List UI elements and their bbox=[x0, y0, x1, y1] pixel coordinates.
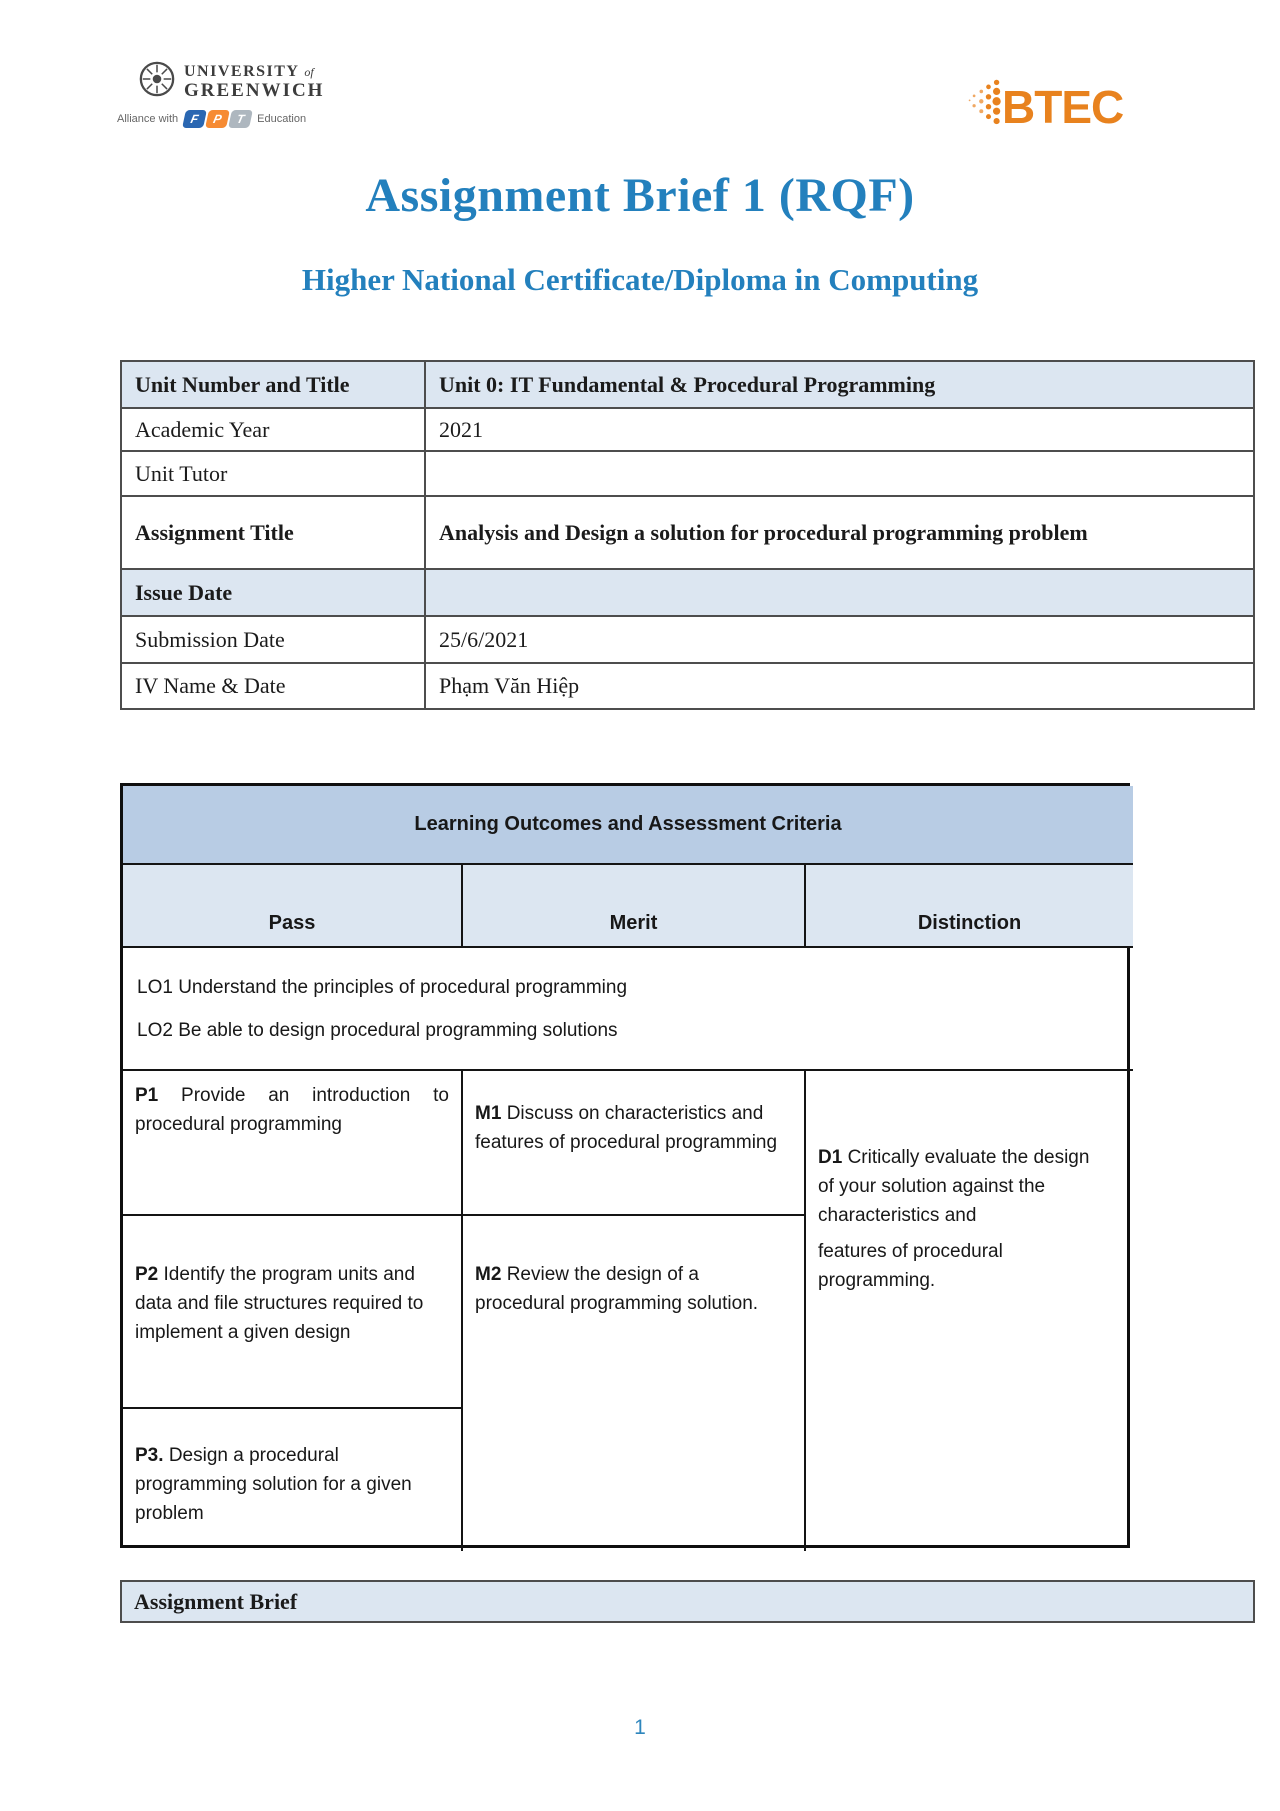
criterion-cell-p1 bbox=[123, 1071, 463, 1216]
learning-outcome-2: LO2 Be able to design procedural programming solutions bbox=[137, 1019, 618, 1041]
criterion-code: P2 bbox=[135, 1264, 159, 1285]
criterion-text: Review the design of a procedural programming solution. bbox=[475, 1264, 759, 1314]
fpt-letter-f: F bbox=[182, 110, 207, 128]
column-header-distinction: Distinction bbox=[806, 865, 1133, 948]
document-subtitle: Higher National Certificate/Diploma in Computing bbox=[301, 262, 979, 297]
info-value-cell: Analysis and Design a solution for procedural programming problem bbox=[425, 496, 1254, 569]
table-row bbox=[121, 408, 1254, 451]
info-value-cell bbox=[425, 569, 1254, 616]
compass-icon bbox=[138, 60, 176, 103]
fpt-letter-t: T bbox=[228, 110, 253, 128]
university-logo bbox=[138, 60, 324, 103]
info-label-cell: Unit Tutor bbox=[121, 451, 425, 496]
info-value-cell: 25/6/2021 bbox=[425, 616, 1254, 663]
table-row bbox=[121, 361, 1254, 408]
criterion-text: Critically evaluate the design of your solution against the characteristics and bbox=[818, 1147, 1090, 1226]
alliance-prefix-label: Alliance with bbox=[117, 113, 179, 125]
learning-outcomes-cell bbox=[123, 948, 1133, 1071]
criterion-paragraph: features of procedural programming. bbox=[818, 1241, 1003, 1291]
fpt-logo bbox=[184, 110, 251, 128]
university-wordmark bbox=[184, 63, 324, 101]
info-label-cell: IV Name & Date bbox=[121, 663, 425, 709]
btec-logo bbox=[966, 74, 1123, 139]
criterion-cell-m1 bbox=[463, 1071, 806, 1216]
assignment-brief-section-header: Assignment Brief bbox=[120, 1580, 1255, 1623]
criterion-code: M2 bbox=[475, 1264, 502, 1285]
criterion-paragraph bbox=[818, 1143, 1107, 1230]
info-label-cell: Issue Date bbox=[121, 569, 425, 616]
criteria-table bbox=[120, 783, 1130, 1548]
info-value-cell: 2021 bbox=[425, 408, 1254, 451]
info-label-cell: Submission Date bbox=[121, 616, 425, 663]
info-value-cell: Phạm Văn Hiệp bbox=[425, 663, 1254, 709]
criterion-text: Design a procedural programming solution for a given problem bbox=[135, 1445, 412, 1524]
criterion-code: D1 bbox=[818, 1147, 843, 1168]
column-header-pass: Pass bbox=[123, 865, 463, 948]
alliance-line bbox=[117, 110, 306, 128]
criterion-cell-d1 bbox=[806, 1071, 1133, 1551]
table-row bbox=[121, 616, 1254, 663]
criterion-code: P1 bbox=[135, 1085, 159, 1106]
info-value-cell: Unit 0: IT Fundamental & Procedural Programming bbox=[425, 361, 1254, 408]
info-label-cell: Assignment Title bbox=[121, 496, 425, 569]
alliance-suffix-label: Education bbox=[257, 113, 307, 125]
criterion-text: Discuss on characteristics and features of procedural programming bbox=[475, 1103, 778, 1153]
unit-info-table bbox=[120, 360, 1255, 710]
btec-dots-icon bbox=[966, 74, 1002, 139]
info-label-cell: Unit Number and Title bbox=[121, 361, 425, 408]
university-name-line2: GREENWICH bbox=[184, 79, 325, 101]
criterion-cell-m2 bbox=[463, 1216, 806, 1551]
table-row bbox=[121, 569, 1254, 616]
column-header-merit: Merit bbox=[463, 865, 806, 948]
document-title: Assignment Brief 1 (RQF) bbox=[365, 169, 915, 222]
fpt-letter-p: P bbox=[205, 110, 230, 128]
learning-outcome-1: LO1 Understand the principles of procedural programming bbox=[137, 976, 628, 998]
criterion-text: Identify the program units and data and file structures required to implement a given design bbox=[135, 1264, 424, 1343]
criterion-code: P3. bbox=[135, 1445, 164, 1466]
info-label-cell: Academic Year bbox=[121, 408, 425, 451]
criterion-code: M1 bbox=[475, 1103, 502, 1124]
page-number: 1 bbox=[634, 1716, 646, 1739]
btec-wordmark: BTEC bbox=[1002, 80, 1124, 133]
criterion-cell-p2 bbox=[123, 1216, 463, 1409]
criterion-text: Provide an introduction to procedural programming bbox=[135, 1085, 449, 1135]
university-name-line1: UNIVERSITY of bbox=[184, 62, 314, 80]
table-row bbox=[121, 451, 1254, 496]
criteria-table-title: Learning Outcomes and Assessment Criteria bbox=[123, 786, 1133, 865]
table-row bbox=[121, 496, 1254, 569]
info-value-cell bbox=[425, 451, 1254, 496]
criterion-cell-p3 bbox=[123, 1409, 463, 1551]
table-row bbox=[121, 663, 1254, 709]
